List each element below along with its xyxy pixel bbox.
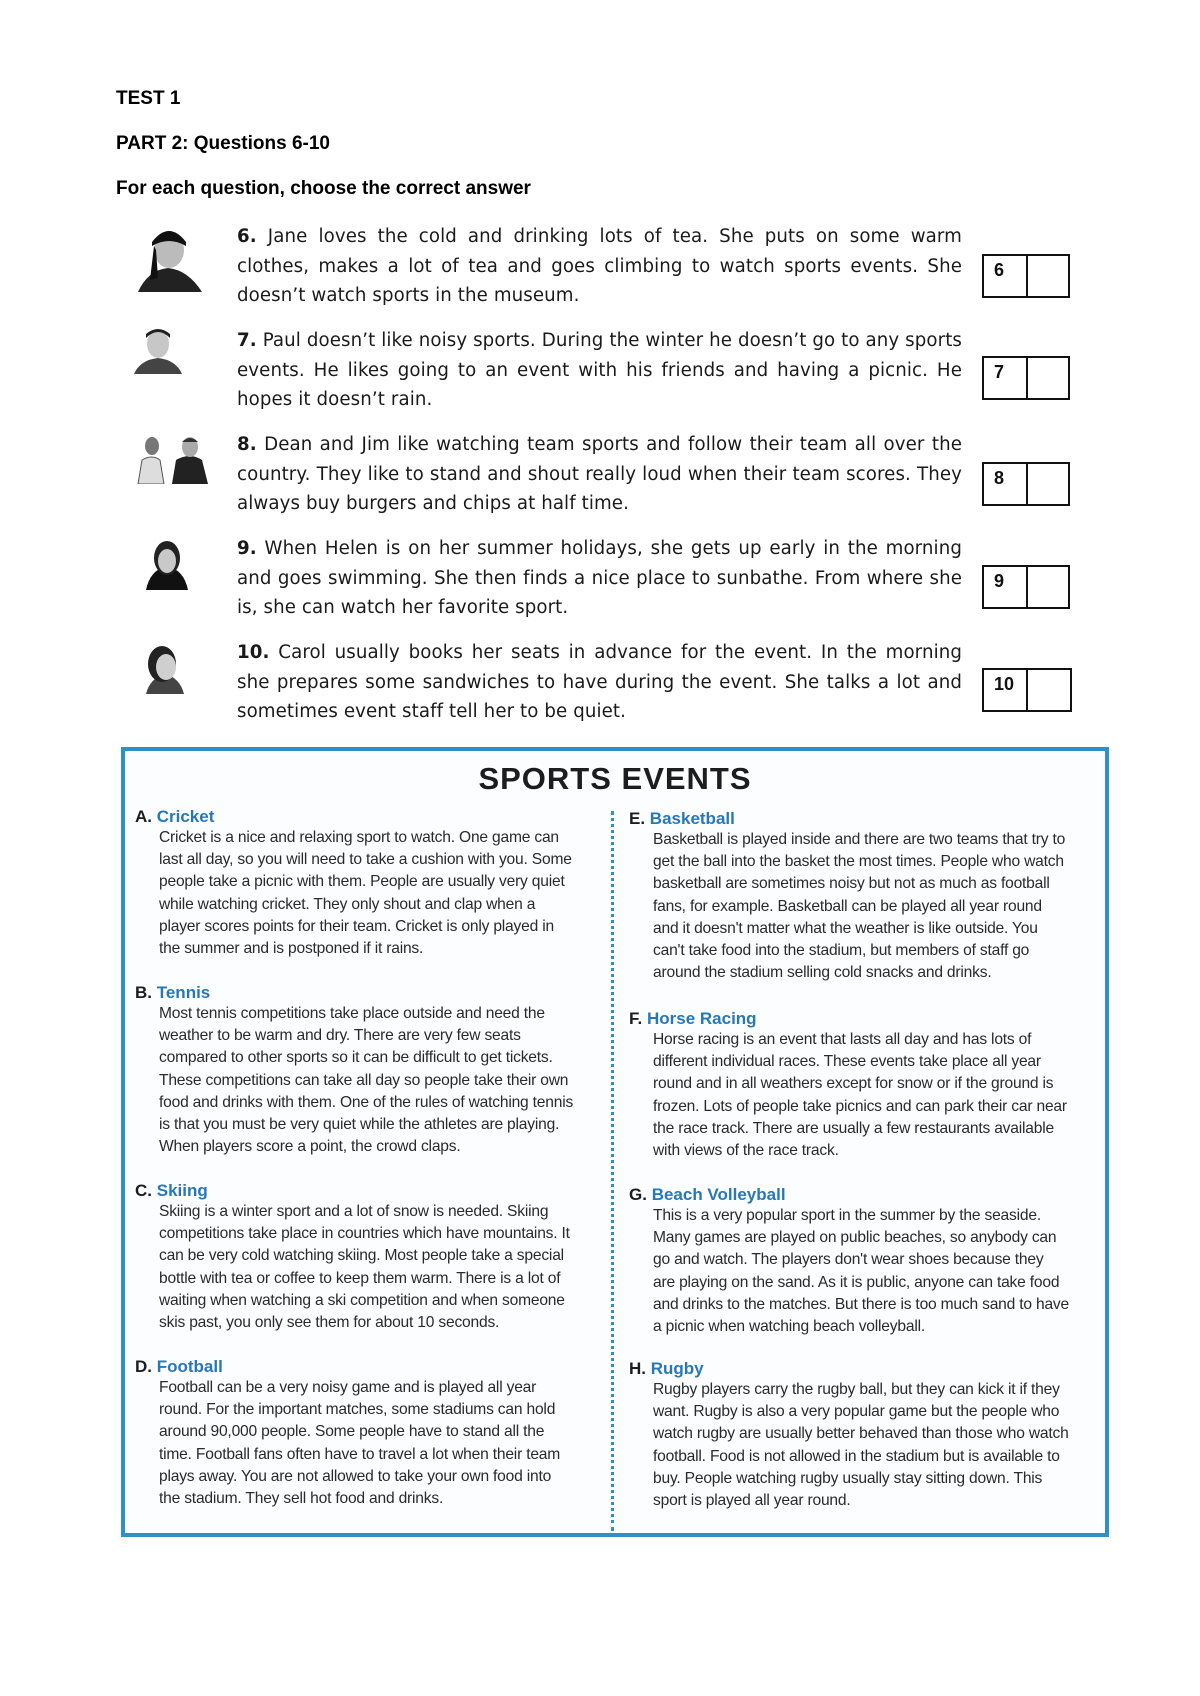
event-name: Tennis [156, 983, 211, 1002]
event-football [135, 1357, 575, 1510]
column-divider [611, 811, 614, 1531]
event-letter: B. [135, 983, 152, 1002]
event-description: Skiing is a winter sport and a lot of snow is needed. Skiing competitions take place in countries which have mountains. It can be very cold watching skiing. Most people take a special bottle with tea or coffee to keep them warm. There is a lot of waiting when watching a ski competition and when someone skis past, you only see them for about 10 seconds. [159, 1203, 570, 1332]
question-number: 9. [237, 538, 257, 559]
question-text: Jane loves the cold and drinking lots of tea. She puts on some warm clothes, makes a lot of tea and goes climbing to watch sports events. She doesn’t watch sports in the museum. [237, 226, 962, 306]
event-description: Basketball is played inside and there are two teams that try to get the ball into the basket the most times. People who watch basketball are sometimes noisy but not as much as football fans, for example. Basketball can be played all year round and it doesn't matter what the weather is like outside. You can't take food into the stadium, but members of staff go around the stadium selling cold snacks and drinks. [653, 831, 1066, 982]
event-skiing [135, 1181, 575, 1334]
question-number: 10. [237, 642, 270, 663]
event-cricket [135, 807, 575, 960]
event-name: Football [156, 1357, 223, 1376]
event-name: Rugby [650, 1359, 704, 1378]
jane-photo [128, 220, 210, 294]
question-10 [237, 638, 962, 727]
answer-box-10[interactable] [982, 668, 1072, 712]
question-number: 7. [237, 330, 257, 351]
panel-title: SPORTS EVENTS [478, 761, 752, 796]
answer-blank[interactable] [1028, 567, 1068, 607]
answer-box-number: 6 [984, 256, 1028, 296]
answer-box-number: 7 [984, 358, 1028, 398]
question-text: Paul doesn’t like noisy sports. During the winter he doesn’t go to any sports events. He likes going to an event with his friends and having a picnic. He hopes it doesn’t rain. [237, 330, 962, 410]
event-name: Horse Racing [646, 1009, 757, 1028]
event-letter: F. [629, 1009, 643, 1028]
question-text: When Helen is on her summer holidays, she gets up early in the morning and goes swimming. She then finds a nice place to sunbathe. From where she is, she can watch her favorite sport. [237, 538, 962, 618]
answer-box-number: 10 [984, 670, 1028, 710]
sports-events-panel [121, 747, 1109, 1537]
event-description: Cricket is a nice and relaxing sport to watch. One game can last all day, so you will need to take a cushion with you. Some people take a picnic with them. People are usually very quiet while watching cricket. They only shout and clap when a player scores points for their team. Cricket is only played in the summer and is postponed if it rains. [159, 829, 572, 958]
event-name: Cricket [156, 807, 215, 826]
question-7 [237, 326, 962, 415]
question-number: 8. [237, 434, 257, 455]
answer-blank[interactable] [1028, 670, 1070, 710]
question-text: Dean and Jim like watching team sports and follow their team all over the country. They like to stand and shout really loud when their team scores. They always buy burgers and chips at half time. [237, 434, 962, 514]
event-description: This is a very popular sport in the summer by the seaside. Many games are played on public beaches, so anybody can go and watch. The players don't wear shoes because they are playing on the sand. As it is public, anyone can take food and drinks to the matches. But there is too much sand to have a picnic when watching beach volleyball. [653, 1207, 1070, 1336]
event-letter: D. [135, 1357, 152, 1376]
carol-photo [140, 640, 190, 694]
instruction: For each question, choose the correct answer [116, 178, 531, 199]
event-description: Rugby players carry the rugby ball, but they can kick it if they want. Rugby is also a very popular game but the people who watch rugby are usually better behaved than those who watch football. Food is not allowed in the stadium but is available to buy. People watching rugby usually stay sitting down. This sport is played all year round. [653, 1381, 1069, 1510]
paul-photo [130, 326, 186, 374]
event-name: Basketball [649, 809, 735, 828]
event-letter: H. [629, 1359, 646, 1378]
question-6 [237, 222, 962, 311]
answer-box-7[interactable] [982, 356, 1070, 400]
question-9 [237, 534, 962, 623]
answer-blank[interactable] [1028, 256, 1068, 296]
answer-box-6[interactable] [982, 254, 1070, 298]
event-letter: A. [135, 807, 152, 826]
answer-box-8[interactable] [982, 462, 1070, 506]
event-letter: E. [629, 809, 646, 828]
test-title: TEST 1 [116, 88, 181, 109]
event-letter: G. [629, 1185, 647, 1204]
answer-box-9[interactable] [982, 565, 1070, 609]
question-8 [237, 430, 962, 519]
question-number: 6. [237, 226, 257, 247]
answer-blank[interactable] [1028, 464, 1068, 504]
event-name: Skiing [156, 1181, 208, 1200]
event-tennis [135, 983, 575, 1158]
event-beach-volleyball [629, 1185, 1069, 1338]
answer-blank[interactable] [1028, 358, 1068, 398]
event-description: Most tennis competitions take place outside and need the weather to be warm and dry. There are very few seats compared to other sports so it can be difficult to get tickets. These competitions can take all day so people take their own food and drinks with them. One of the rules of watching tennis is that you must be very quiet while the athletes are playing. When players score a point, the crowd claps. [159, 1005, 574, 1156]
event-horse-racing [629, 1009, 1069, 1162]
dean-jim-photo [136, 434, 212, 484]
part-title: PART 2: Questions 6-10 [116, 133, 330, 154]
event-rugby [629, 1359, 1069, 1512]
event-basketball [629, 809, 1069, 984]
event-description: Horse racing is an event that lasts all day and has lots of different individual races. These events take place all year round and in all weathers except for snow or if the ground is frozen. Lots of people take picnics and can park their car near the race track. There are usually a few restaurants available with views of the race track. [653, 1031, 1067, 1160]
answer-box-number: 9 [984, 567, 1028, 607]
event-description: Football can be a very noisy game and is played all year round. For the important matches, some stadiums can hold around 90,000 people. Some people have to stand all the time. Football fans often have to travel a lot when their team plays away. You are not allowed to take your own food into the stadium. They sell hot food and drinks. [159, 1379, 561, 1508]
helen-photo [142, 536, 192, 590]
question-text: Carol usually books her seats in advance for the event. In the morning she prepares some sandwiches to have during the event. She talks a lot and sometimes event staff tell her to be quiet. [237, 642, 962, 722]
event-letter: C. [135, 1181, 152, 1200]
answer-box-number: 8 [984, 464, 1028, 504]
event-name: Beach Volleyball [651, 1185, 786, 1204]
